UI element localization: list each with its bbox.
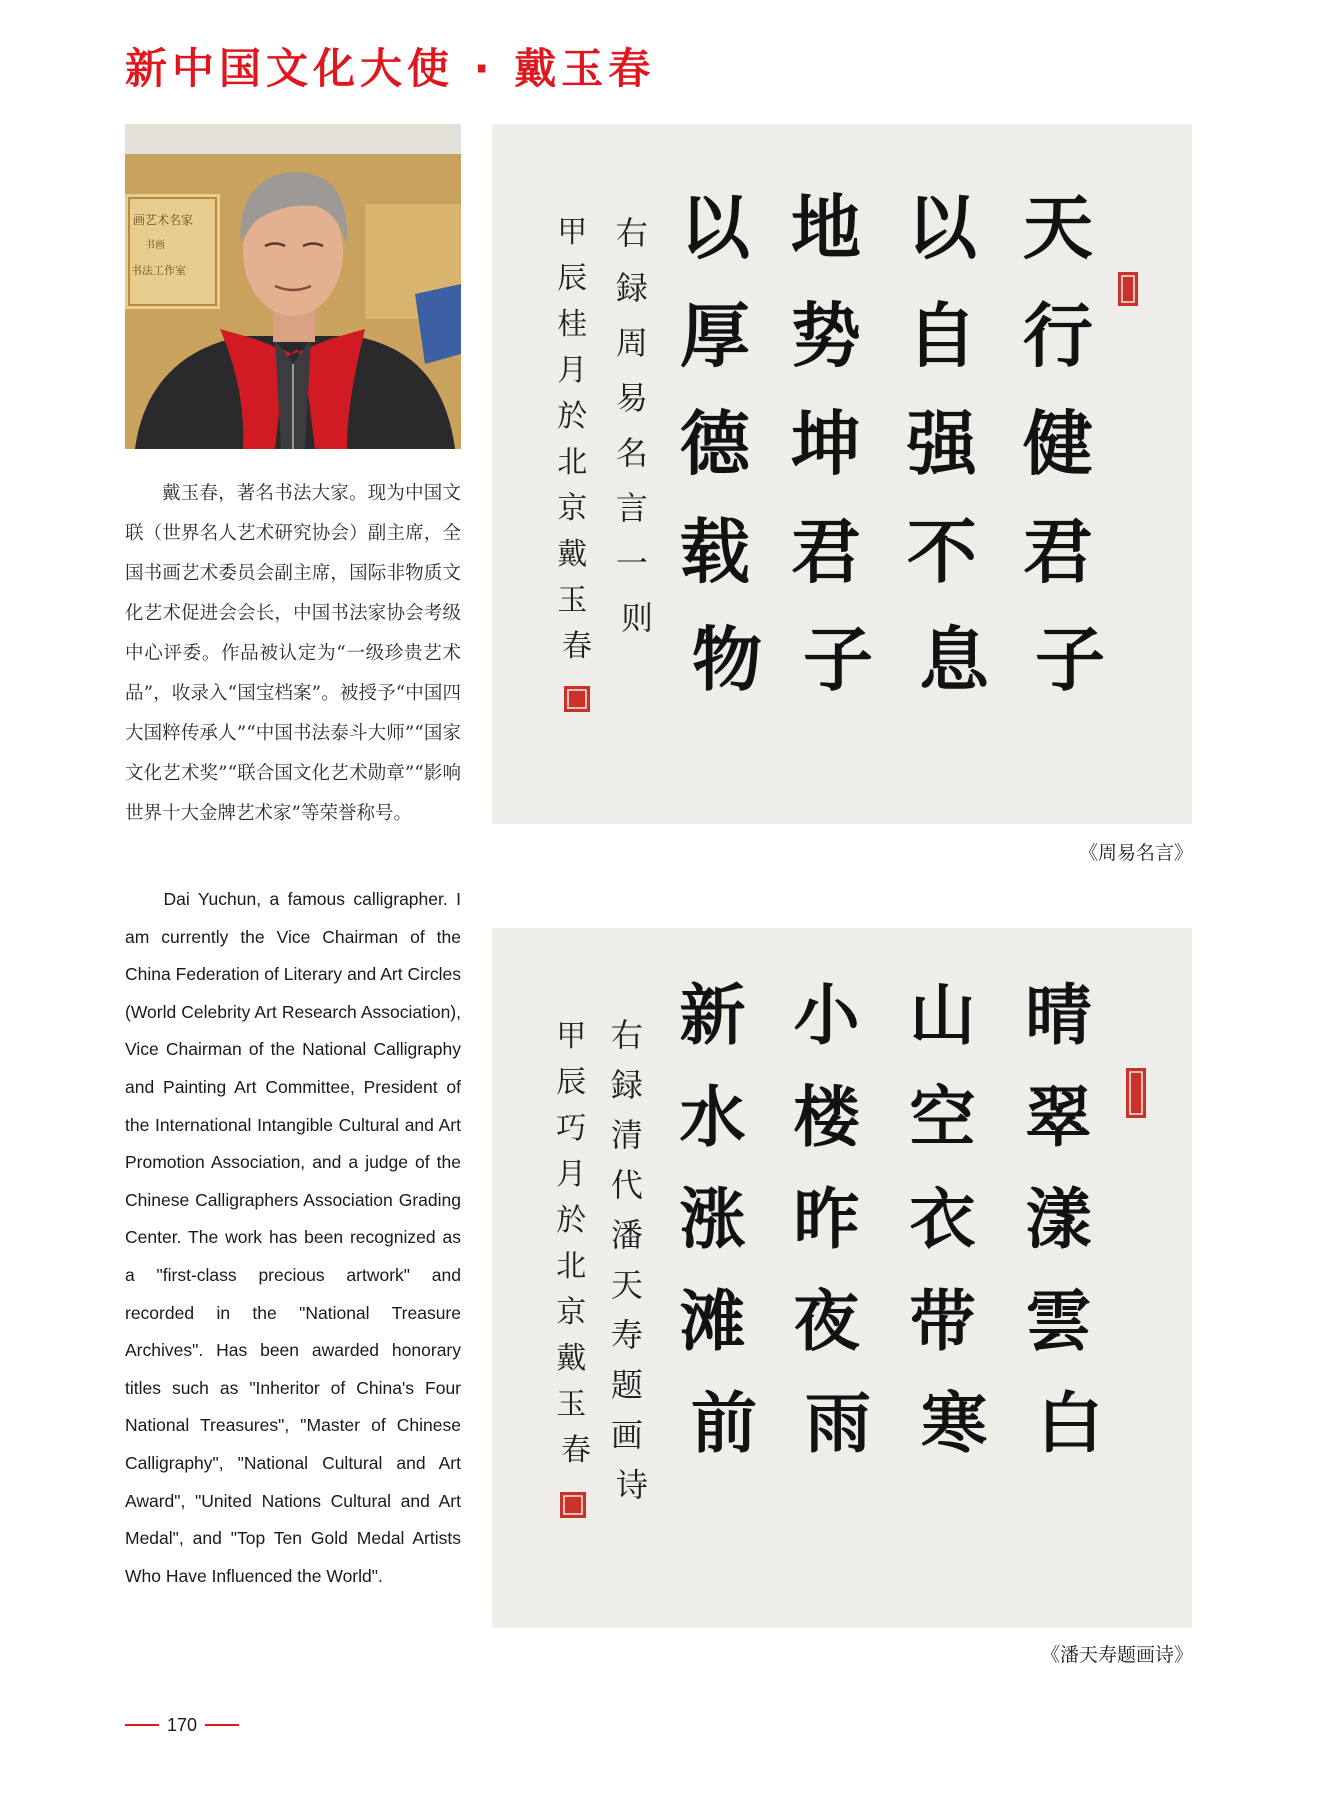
artwork-2-column-4: 新 水 涨 滩 前	[679, 976, 757, 1462]
artwork-2-column-3: 小 楼 昨 夜 雨	[793, 976, 871, 1462]
page-number-rule-right	[205, 1724, 239, 1726]
certificate-line-3: 书法工作室	[131, 264, 186, 277]
certificate-line-1: 画艺术名家	[133, 213, 194, 227]
calligraphy-artwork-2	[492, 928, 1192, 1628]
page-number-rule-left	[125, 1724, 159, 1726]
bio-chinese: 戴玉春，著名书法大家。现为中国文联（世界名人艺术研究协会）副主席，全国书画艺术委员会副主席，国际非物质文化艺术促进会会长，中国书法家协会考级中心评委。作品被认定为“一级珍贵艺术品”，收录入“国宝档案”。被授予“中国四大国粹传承人”“中国书法泰斗大师”“国家文化艺术奖”“联合国文化艺术勋章”“影响世界十大金牌艺术家”等荣誉称号。	[125, 483, 461, 824]
artwork-2-inscription-2: 甲 辰 巧 月 於 北 京 戴 玉 春	[556, 1019, 591, 1468]
artwork-1-column-1: 天 行 健 君 子	[1022, 186, 1105, 701]
artwork-1-column-4: 以 厚 德 载 物	[679, 186, 762, 701]
page-number	[125, 1712, 239, 1738]
certificate-line-2: 书画	[145, 240, 165, 251]
calligraphy-artwork-1	[492, 124, 1192, 824]
seal-top	[1126, 1068, 1146, 1118]
artwork-1-inscription-2: 甲 辰 桂 月 於 北 京 戴 玉 春	[557, 215, 592, 664]
artwork-2-column-2: 山 空 衣 带 寒	[909, 976, 987, 1462]
artwork-2-column-1: 晴 翠 漾 雲 白	[1025, 976, 1103, 1462]
page-number-text: 170	[167, 1714, 198, 1735]
artwork-1-caption: 《周易名言》	[1078, 842, 1193, 864]
artist-portrait	[125, 124, 461, 449]
artwork-2-inscription-1: 右 録 清 代 潘 天 寿 题 画 诗	[610, 1016, 649, 1504]
page-title: 新中国文化大使 · 戴玉春	[125, 44, 656, 93]
artwork-2-caption: 《潘天寿题画诗》	[1040, 1644, 1193, 1666]
bio-english: Dai Yuchun, a famous calligrapher. I am currently the Vice Chairman of the China Federation of Literary and Art Circles (World Celebrity Art Research Association), Vice Chairman of the National Calligraphy and Painting Art Committee, President of the International Intangible Cultural and Art Promotion Association, and a judge of the Chinese Calligraphers Association Grading Center. The work has been recognized as a "first-class precious artwork" and recorded in the "National Treasure Archives". Has been awarded honorary titles such as "Inheritor of China's Four National Treasures", "Master of Chinese Calligraphy", "National Cultural and Art Award", "United Nations Cultural and Art Medal", and "Top Ten Gold Medal Artists Who Have Influenced the World".	[125, 889, 461, 1586]
artwork-1-column-2: 以 自 强 不 息	[906, 186, 989, 701]
seal-top	[1118, 272, 1138, 306]
artwork-1-inscription-1: 右 録 周 易 名 言 一 则	[615, 214, 654, 637]
artwork-1-column-3: 地 势 坤 君 子	[790, 186, 873, 701]
